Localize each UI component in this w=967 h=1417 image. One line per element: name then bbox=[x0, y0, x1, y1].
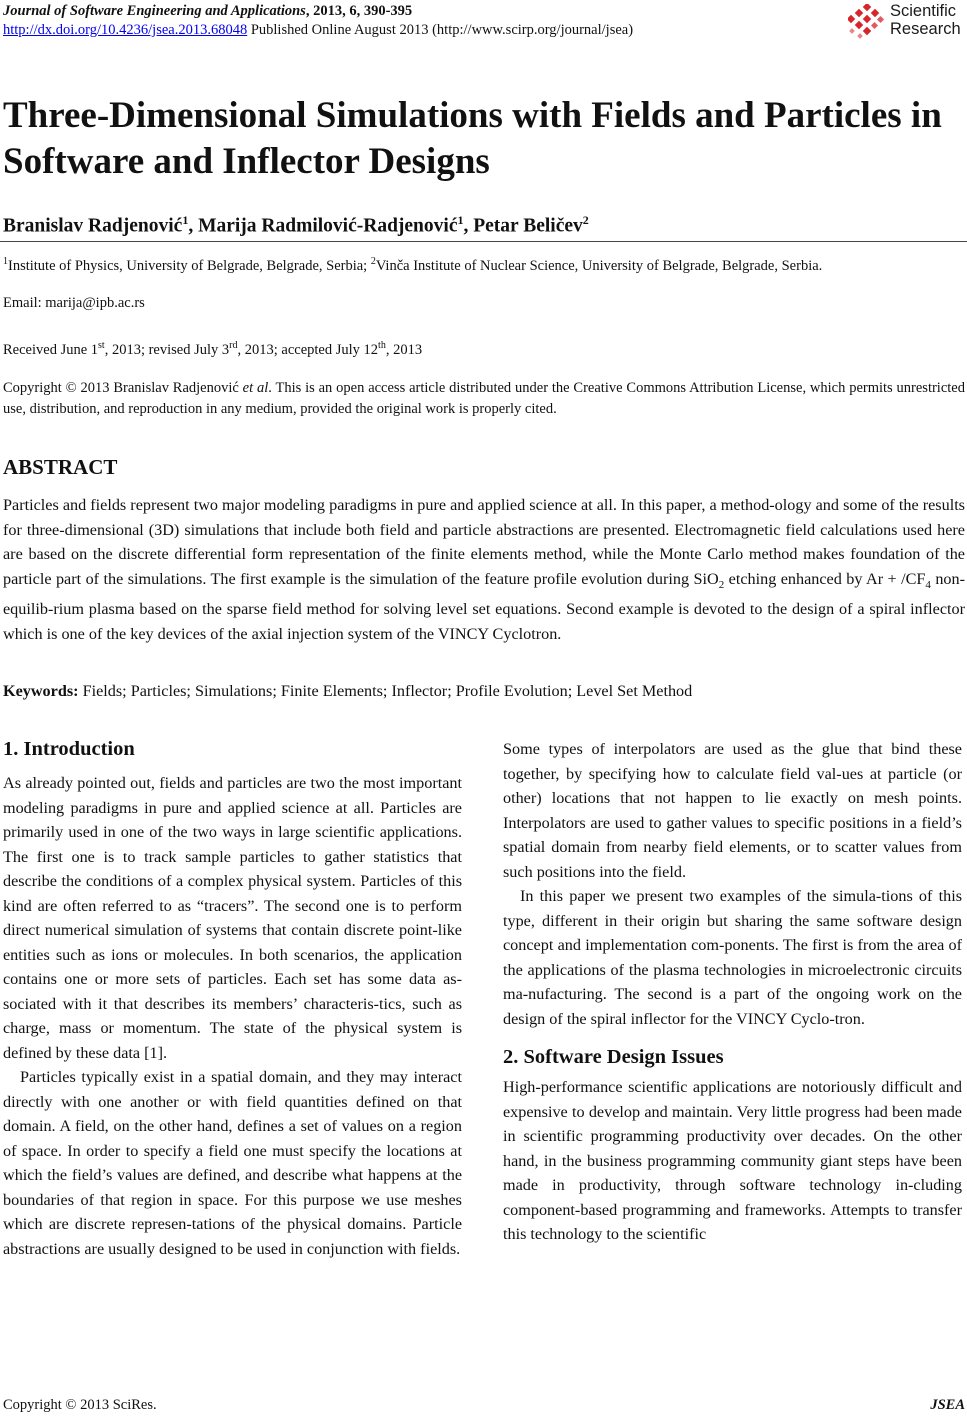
author-affil-sup: 2 bbox=[582, 213, 589, 227]
keywords-list: Fields; Particles; Simulations; Finite Elements; Inflector; Profile Evolution; Level Set Method bbox=[78, 682, 693, 700]
doi-link[interactable]: http://dx.doi.org/10.4236/jsea.2013.68048 bbox=[3, 22, 248, 38]
journal-name: Journal of Software Engineering and Applications bbox=[3, 3, 306, 19]
footer-copyright: Copyright © 2013 SciRes. bbox=[3, 1397, 157, 1413]
author-list: Branislav Radjenović$^1$, Marija Radmilović-Radjenović$^1$, Petar Beličev$^2$ bbox=[3, 213, 589, 237]
author-name: Petar Beličev bbox=[473, 215, 583, 237]
author-affil-sup: 1 bbox=[457, 213, 464, 227]
publisher-logo bbox=[848, 2, 966, 42]
paper-title: Three-Dimensional Simulations with Fields and Particles in Software and Inflector Designs bbox=[3, 95, 942, 182]
contact-email: Email: marija@ipb.ac.rs bbox=[3, 295, 145, 311]
scientific-research-logo-icon bbox=[848, 4, 886, 40]
received-dates: Received June 1st, 2013; revised July 3rd, 2013; accepted July 12th, 2013 bbox=[3, 340, 423, 358]
logo-text-research: Research bbox=[890, 20, 961, 38]
author-affil-sup: 1 bbox=[182, 213, 189, 227]
footer-journal-abbrev: JSEA bbox=[930, 1397, 965, 1413]
journal-header bbox=[3, 2, 823, 40]
body-paragraph: As already pointed out, fields and particles are two the most important modeling paradigms in pure and applied science at all. Particles are primarily used in one of the two ways in large scientific applications. The first one is to track sample particles to gather statistics that describe the conditions of a complex physical system. Particles of this kind are often referred to as “tracers”. The second one is to perform direct numerical simulation of systems that contain discrete point-like entities such as ions or molecules. In both scenarios, the application contains one or more sets of particles. Each set has some data as-sociated with it that describes its members’ characteris-tics, such as charge, mass or momentum. The state of the physical system is defined by these data [1]. bbox=[3, 774, 462, 1062]
body-paragraph: High-performance scientific applications are notoriously difficult and expensive to develop and maintain. Very little progress had been made in scientific programming productivity over decades. On the other hand, in the business programming community giant steps have been made in productivity, through software technology in-cluding component-based programming and frameworks. Attempts to transfer this technology to the scientific bbox=[503, 1078, 962, 1243]
keywords-label: Keywords: bbox=[3, 682, 79, 700]
keywords bbox=[3, 680, 965, 702]
author-name: Branislav Radjenović bbox=[3, 215, 183, 237]
right-column bbox=[503, 737, 962, 1247]
copyright-notice: Copyright © 2013 Branislav Radjenović et al. This is an open access article distributed under the Creative Commons Attribution License, which permits unrestricted use, distribution, and reproduction in any medium, provided the original work is properly cited. bbox=[3, 380, 965, 417]
journal-volume: , 2013, 6, 390-395 bbox=[305, 3, 413, 19]
section-heading-software-design: 2. Software Design Issues bbox=[503, 1046, 724, 1068]
section-heading-introduction: 1. Introduction bbox=[3, 738, 135, 760]
body-paragraph: Some types of interpolators are used as the glue that bind these together, by specifying how to calculate field val-ues at particle (or other) locations that not happen to lie exactly on mesh points. Interpolators are used to gather values to specific positions in a field’s spatial domain from nearby field elements, or to scatter values from such positions into the field. bbox=[503, 740, 962, 881]
body-paragraph: Particles typically exist in a spatial domain, and they may interact directly with one another or with field quantities defined on that domain. A field, on the other hand, defines a set of values on a region of space. In order to specify a field one must specify the locations at which the field’s values are defined, and describe what happens at the boundaries of that region in space. For this purpose we use meshes which are discrete represen-tations of the physical domains. Particle abstractions are usually designed to be used in conjunction with fields. bbox=[3, 1068, 462, 1258]
body-paragraph: In this paper we present two examples of the simula-tions of this type, different in their origin but sharing the same software design concept and implementation com-ponents. The first is from the area of the applications of the plasma technologies in microelectronic circuits ma-nufacturing. The second is a part of the ongoing work on the design of the spiral inflector for the VINCY Cyclo-tron. bbox=[503, 887, 962, 1028]
published-info: Published Online August 2013 (http://www.scirp.org/journal/jsea) bbox=[247, 22, 634, 38]
affiliations: $^1$Institute of Physics, University of Belgrade, Belgrade, Serbia; $^2$Vinča Institute of Nuclear Science, University of Belgrade, Belgrade, Serbia. bbox=[3, 256, 823, 274]
author-name: Marija Radmilović-Radjenović bbox=[198, 215, 458, 237]
header-divider bbox=[0, 241, 967, 242]
logo-text-scientific: Scientific bbox=[890, 2, 957, 20]
abstract-text: Particles and fields represent two major modeling paradigms in pure and applied science at all. In this paper, a method-ology and some of the results for three-dimensional (3D) simulations that include both field and particle abstractions are presented. Electromagnetic field calculations used here are based on the discrete differential form representation of the finite elements method, while the Monte Carlo method makes foundation of the particle part of the simulations. The first example is the simulation of the feature profile evolution during SiO$_2$ etching enhanced by $Ar + /CF_4$ non-equilib-rium plasma based on the sparse field method for solving level set equations. Second example is devoted to the design of a spiral inflector which is one of the key devices of the axial injection system of the VINCY Cyclotron. bbox=[3, 496, 965, 643]
left-column bbox=[3, 737, 462, 1261]
abstract-heading: ABSTRACT bbox=[3, 455, 118, 479]
